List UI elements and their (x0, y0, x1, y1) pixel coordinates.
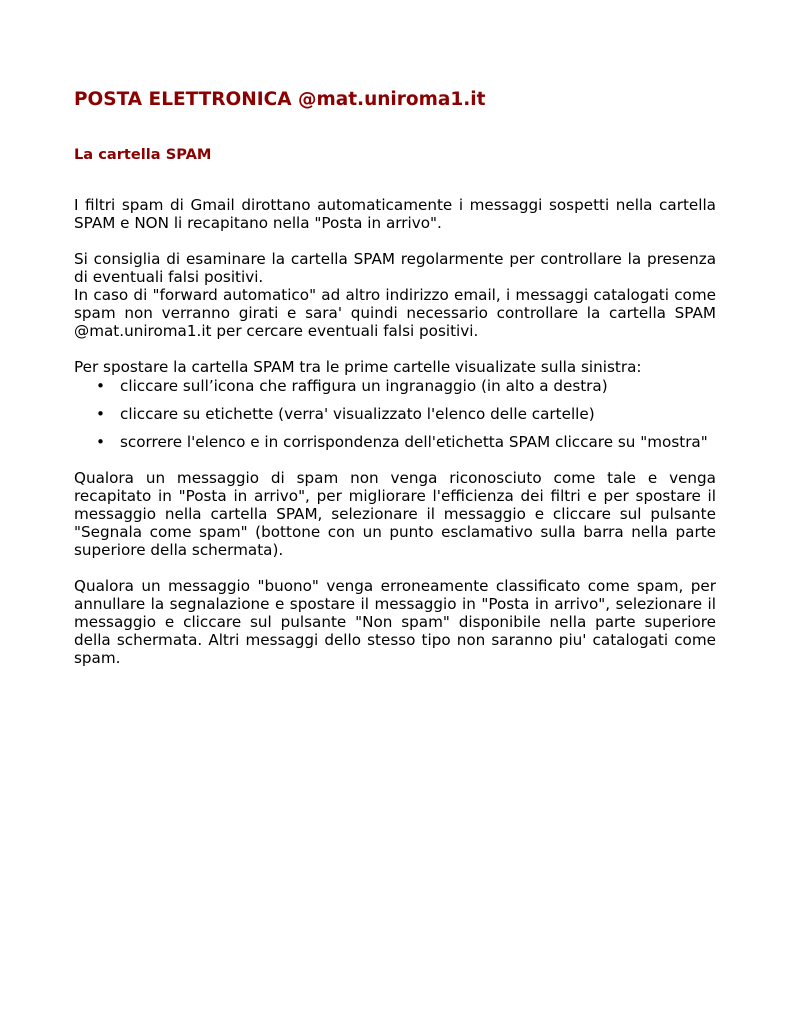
instructions-list (74, 377, 716, 451)
bullet-icon: • (96, 377, 105, 395)
paragraph-spam-filters: I filtri spam di Gmail dirottano automaticamente i messaggi sospetti nella cartella SPAM e NON li recapitano nella "Posta in arrivo". (74, 196, 716, 232)
list-item-text: scorrere l'elenco e in corrispondenza dell'etichetta SPAM cliccare su "mostra" (120, 433, 708, 451)
list-item-text: cliccare su etichette (verra' visualizzato l'elenco delle cartelle) (120, 405, 595, 423)
section-heading: La cartella SPAM (74, 146, 212, 163)
paragraph-move-folder: Per spostare la cartella SPAM tra le prime cartelle visualizate sulla sinistra: (74, 358, 642, 376)
list-item (74, 405, 716, 423)
bullet-icon: • (96, 405, 105, 423)
paragraph-forward: In caso di "forward automatico" ad altro indirizzo email, i messaggi catalogati come spam non verranno girati e sara' quindi necessario controllare la cartella SPAM @mat.uniroma1.it per cercare eventuali falsi positivi. (74, 286, 716, 340)
list-item (74, 433, 716, 451)
bullet-icon: • (96, 433, 105, 451)
document-page (74, 86, 716, 667)
list-item (74, 377, 716, 395)
page-title: POSTA ELETTRONICA @mat.uniroma1.it (74, 89, 486, 110)
paragraph-report-spam: Qualora un messaggio di spam non venga riconosciuto come tale e venga recapitato in "Posta in arrivo", per migliorare l'efficienza dei filtri e per spostare il messaggio nella cartella SPAM, selezionare il messaggio e cliccare sul pulsante "Segnala come spam" (bottone con un punto esclamativo sulla barra nella parte superiore della schermata). (74, 469, 716, 559)
paragraph-check-spam: Si consiglia di esaminare la cartella SPAM regolarmente per controllare la presenza di eventuali falsi positivi. (74, 250, 716, 286)
paragraph-not-spam: Qualora un messaggio "buono" venga erroneamente classificato come spam, per annullare la segnalazione e spostare il messaggio in "Posta in arrivo", selezionare il messaggio e cliccare sul pulsante "Non spam" disponibile nella parte superiore della schermata. Altri messaggi dello stesso tipo non saranno piu' catalogati come spam. (74, 577, 716, 667)
list-item-text: cliccare sull’icona che raffigura un ingranaggio (in alto a destra) (120, 377, 608, 395)
